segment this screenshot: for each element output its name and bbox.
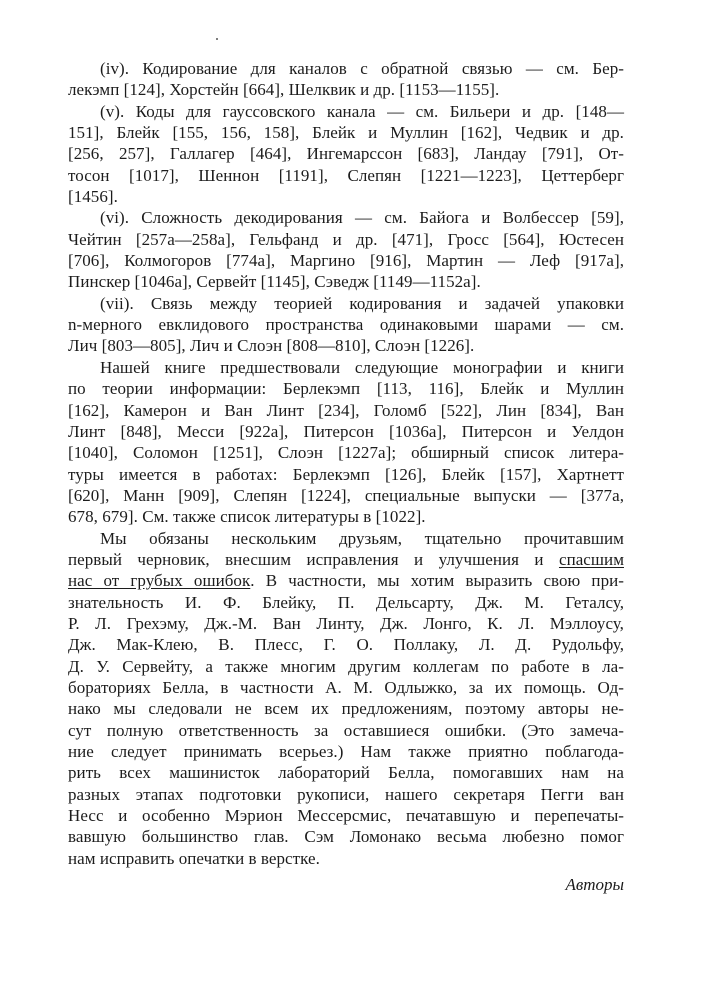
- text-line: [620], Манн [909], Слепян [1224], специальные выпуски — [377a,: [68, 485, 624, 505]
- text-line: [1040], Соломон [1251], Слоэн [1227a]; обширный список литера-: [68, 443, 624, 463]
- text-line: [706], Колмогоров [774a], Маргино [916], Мартин — Леф [917a],: [68, 251, 624, 271]
- text-line: Лич [803—805], Лич и Слоэн [808—810], Слоэн [1226].: [68, 336, 475, 356]
- text-line: тосон [1017], Шеннон [1191], Слепян [1221—1223], Цеттерберг: [68, 165, 624, 185]
- text-line: (v). Коды для гауссовского канала — см. Бильери и др. [148—: [100, 101, 624, 121]
- text-line: Несс и особенно Мэрион Мессерсмис, печатавшую и перепечаты-: [68, 806, 624, 826]
- text-line: лекэмп [124], Хорстейн [664], Шелквик и др. [1153—1155].: [68, 80, 500, 100]
- signature-authors: Авторы: [565, 875, 624, 895]
- text-line: [1456].: [68, 187, 118, 207]
- text-line: нако мы следовали не всем их предложениям, поэтому авторы не-: [68, 699, 624, 719]
- text-line: n-мерного евклидового пространства одинаковыми шарами — см.: [68, 315, 624, 335]
- text-line: ние следует принимать всерьез.) Нам также приятно поблагода-: [68, 742, 624, 761]
- text-line: [162], Камерон и Ван Линт [234], Голомб [522], Лин [834], Ван: [68, 400, 624, 420]
- stray-dot-mark: [216, 38, 218, 40]
- text-line: (vi). Сложность декодирования — см. Байога и Волбессер [59],: [100, 208, 624, 228]
- text-line: (vii). Связь между теорией кодирования и задачей упаковки: [100, 293, 624, 313]
- text-line: нас от грубых ошибок. В частности, мы хотим выразить свою при-: [68, 571, 624, 591]
- text-line: 678, 679]. См. также список литературы в [1022].: [68, 507, 426, 527]
- text-line: Дж. Мак-Клею, В. Плесс, Г. О. Поллаку, Л. Д. Рудольфу,: [68, 635, 624, 655]
- text-line: по теории информации: Берлекэмп [113, 116], Блейк и Муллин: [68, 379, 624, 399]
- text-line: Нашей книге предшествовали следующие монографии и книги: [100, 357, 624, 377]
- text-line: нам исправить опечатки в верстке.: [68, 848, 320, 868]
- text-line: 151], Блейк [155, 156, 158], Блейк и Муллин [162], Чедвик и др.: [68, 123, 624, 143]
- document-text-block: [68, 58, 624, 869]
- text-line: рить всех машинисток лабораторий Белла, помогавших нам на: [68, 763, 624, 783]
- text-line: Линт [848], Месси [922a], Питерсон [1036a], Питерсон и Уелдон: [68, 421, 624, 441]
- text-line: Мы обязаны нескольким друзьям, тщательно прочитавшим: [100, 528, 624, 548]
- text-line: [256, 257], Галлагер [464], Ингемарссон [683], Ландау [791], От-: [68, 144, 624, 164]
- text-line: вавшую большинство глав. Сэм Ломонако весьма любезно помог: [68, 827, 624, 847]
- text-line: туры имеется в работах: Берлекэмп [126], Блейк [157], Хартнетт: [68, 464, 624, 484]
- text-line: Д. У. Сервейту, а также многим другим коллегам по работе в ла-: [68, 656, 624, 676]
- text-line: бораториях Белла, в частности А. М. Одлыжко, за их помощь. Од-: [68, 677, 624, 697]
- text-line: Пинскер [1046a], Сервейт [1145], Сэведж [1149—1152a].: [68, 272, 481, 292]
- text-line: знательность И. Ф. Блейку, П. Дельсарту, Дж. М. Геталсу,: [68, 592, 624, 612]
- text-line: сут полную ответственность за оставшиеся ошибки. (Это замеча-: [68, 720, 624, 740]
- text-line: (iv). Кодирование для каналов с обратной связью — см. Бер-: [100, 59, 624, 78]
- text-line: Р. Л. Грехэму, Дж.-М. Ван Линту, Дж. Лонго, К. Л. Мэллоусу,: [68, 613, 624, 633]
- text-line: первый черновик, внесшим исправления и улучшения и спасшим: [68, 549, 624, 569]
- text-line: разных этапах подготовки рукописи, нашего секретаря Пегги ван: [68, 784, 624, 804]
- text-line: Чейтин [257a—258a], Гельфанд и др. [471], Гросс [564], Юстесен: [68, 229, 624, 249]
- document-page: [68, 58, 624, 895]
